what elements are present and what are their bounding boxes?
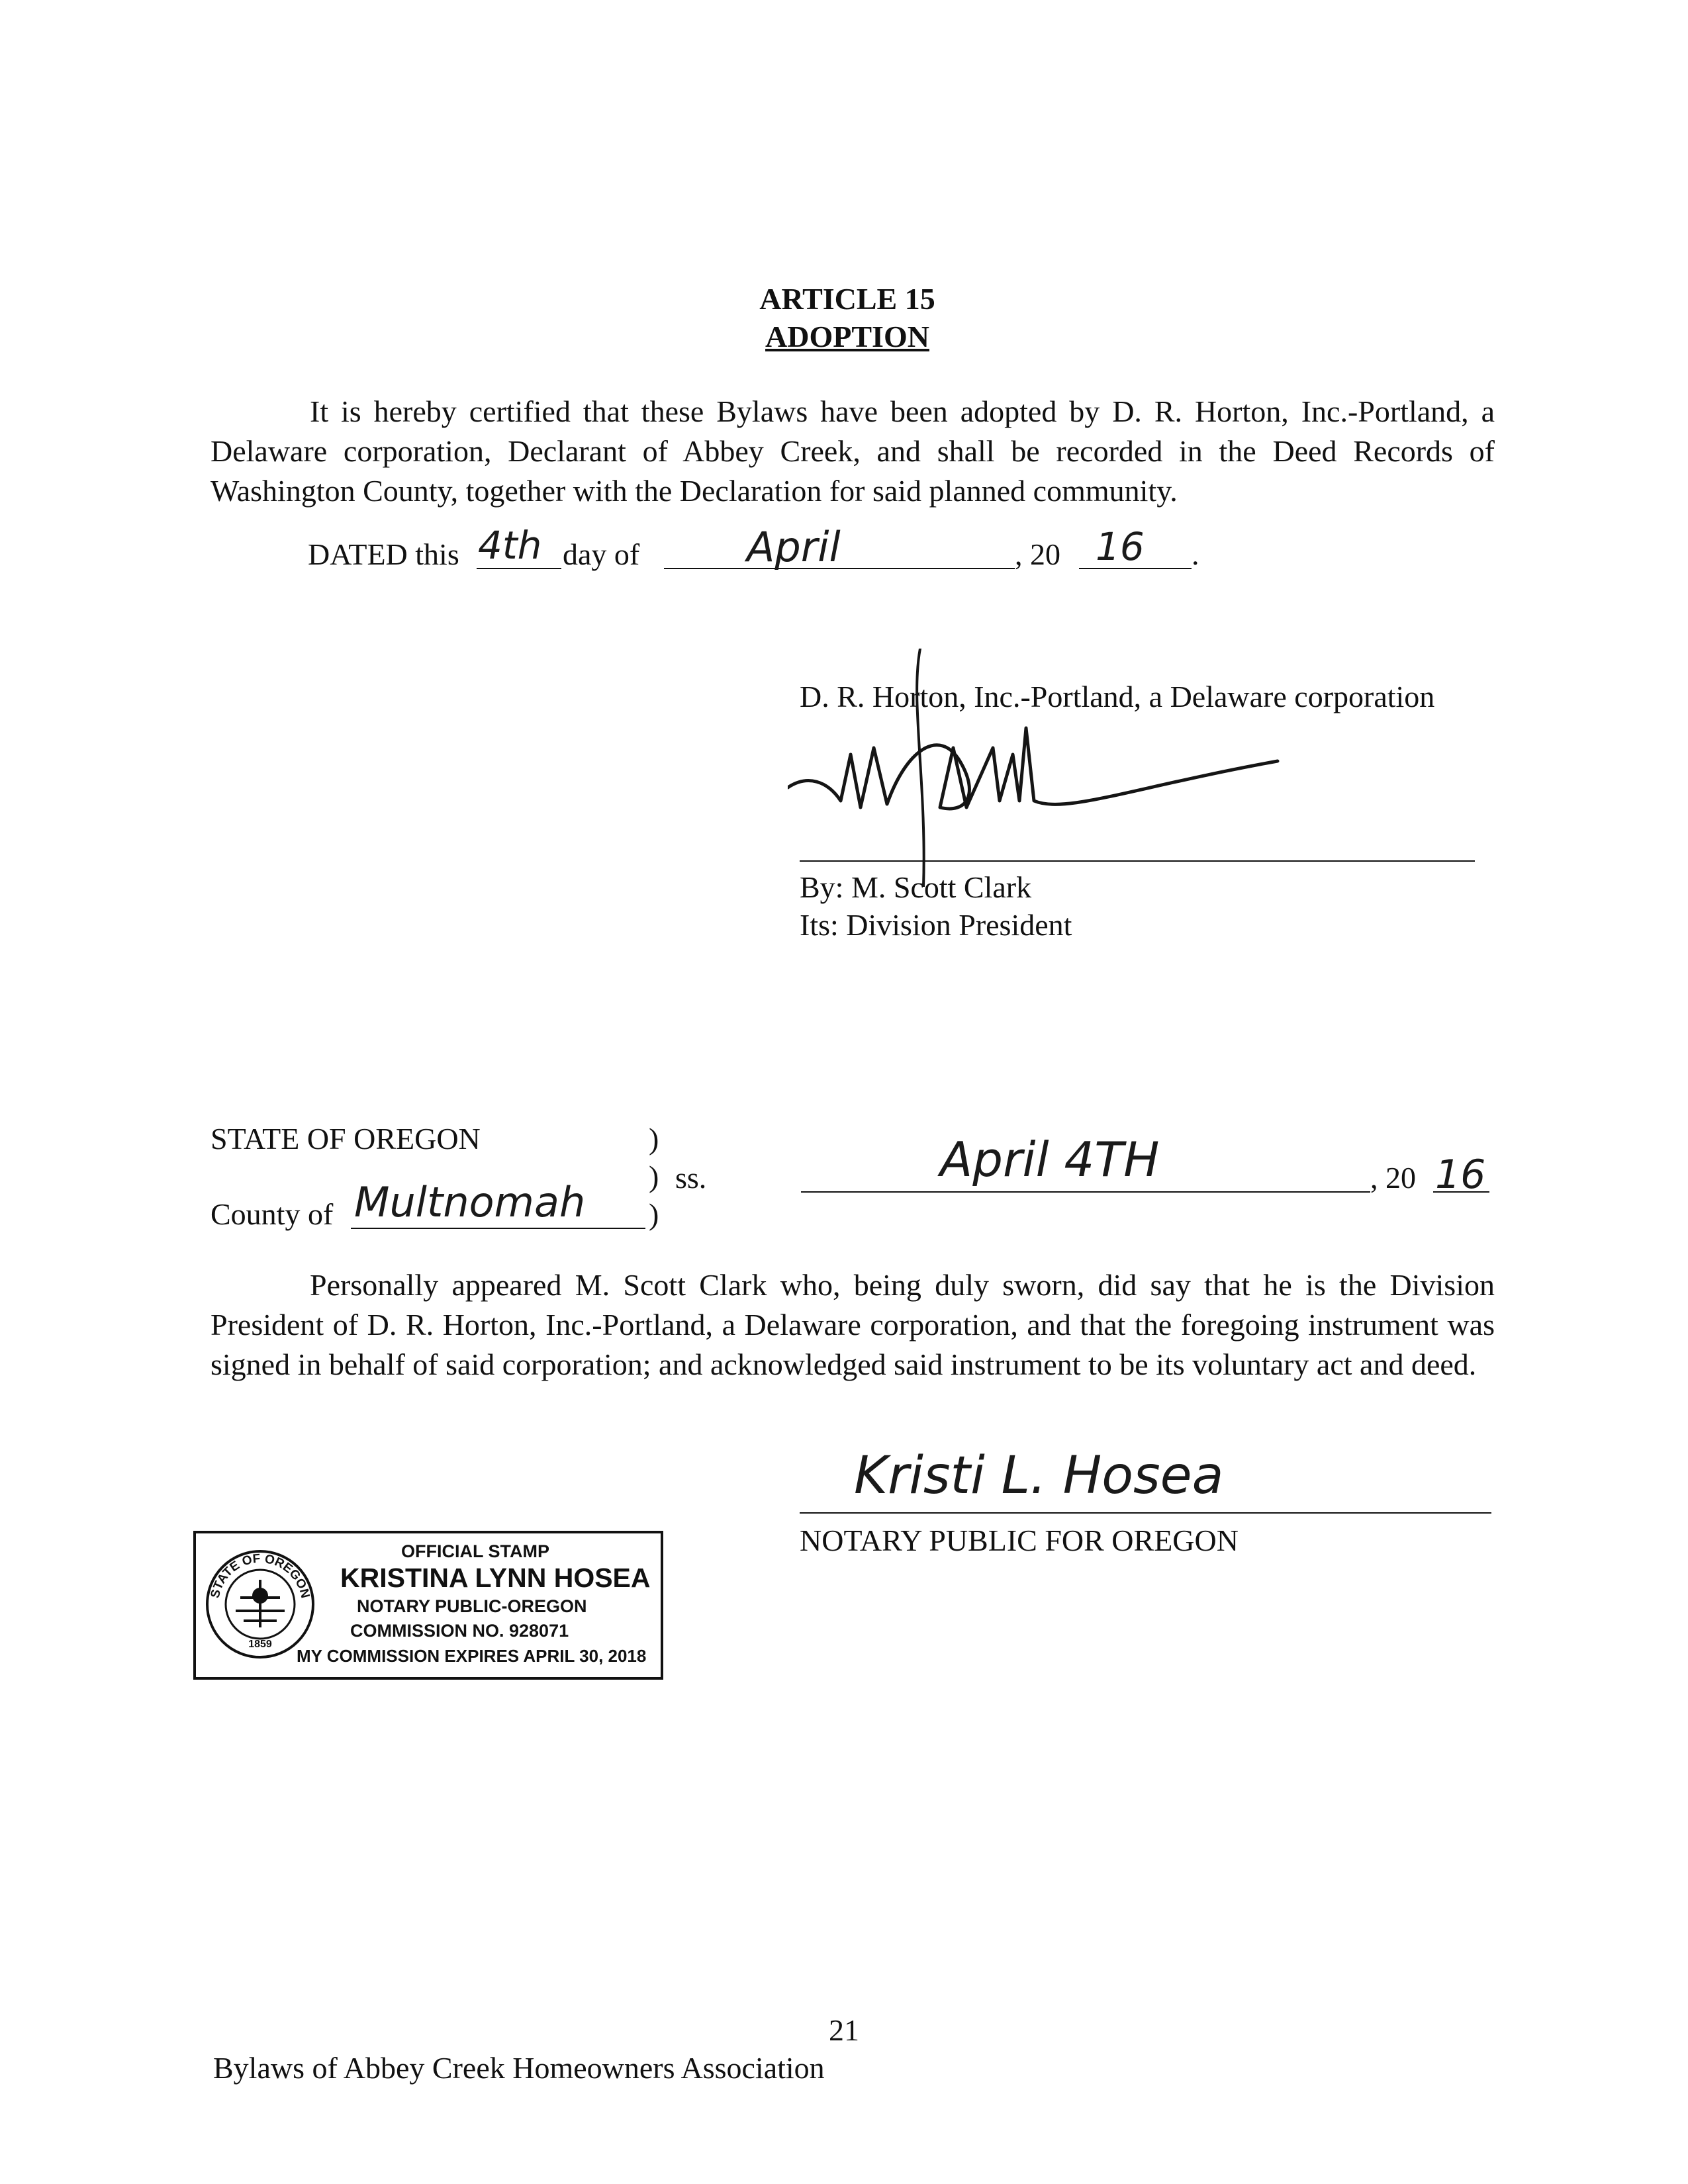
official-stamp [193,1531,663,1680]
ack-date-handwritten: April 4TH [940,1132,1160,1187]
signatory-its: Its: Division President [800,908,1072,942]
ack-date-line [801,1191,1370,1193]
day-blank-line [477,568,561,569]
ack-year-prefix: , 20 [1370,1161,1416,1195]
stamp-line3: MY COMMISSION EXPIRES APRIL 30, 2018 [297,1646,647,1666]
ack-paren-2: ) [649,1160,659,1193]
svg-text:STATE OF OREGON: STATE OF OREGON [208,1551,312,1600]
page-number: 21 [829,2013,859,2047]
article-title: ADOPTION [765,320,929,353]
stamp-header: OFFICIAL STAMP [401,1541,549,1561]
article-number: ARTICLE 15 [759,282,935,316]
signatory-by: By: M. Scott Clark [800,870,1032,904]
signatory-company: D. R. Horton, Inc.-Portland, a Delaware corporation [800,680,1435,713]
ack-county-prefix: County of [211,1197,334,1231]
ack-paren-3: ) [649,1197,659,1231]
dated-day-handwritten: 4th [478,523,542,568]
stamp-name: KRISTINA LYNN HOSEA [340,1563,651,1593]
footer-document-title: Bylaws of Abbey Creek Homeowners Association [213,2051,825,2085]
ack-ss: ss. [675,1161,707,1195]
state-seal-icon [204,1548,316,1661]
notary-signature-handwritten: Kristi L. Hosea [854,1446,1224,1506]
dated-year-handwritten: 16 [1096,524,1145,569]
dated-year-prefix: , 20 [1015,537,1060,571]
notary-signature-line [800,1512,1491,1514]
dated-month-handwritten: April [747,523,841,571]
ack-year-handwritten: 16 [1435,1152,1486,1198]
svg-text:1859: 1859 [248,1639,272,1650]
dated-end: . [1192,537,1199,571]
ack-county-handwritten: Multnomah [354,1178,586,1226]
signatory-signature-line [800,860,1475,862]
notary-title: NOTARY PUBLIC FOR OREGON [800,1524,1239,1557]
acknowledgment-paragraph: Personally appeared M. Scott Clark who, being duly sworn, did say that he is the Division President of D. R. Horton, Inc.-Portland, a Delaware corporation, and that the foregoing instrument was signed in behalf of said corporation; and acknowledged said instrument to be its voluntary act and deed. [211,1268,1495,1381]
county-blank-line [351,1228,645,1229]
stamp-line1: NOTARY PUBLIC-OREGON [357,1596,587,1616]
ack-paren-1: ) [649,1122,659,1156]
ack-state: STATE OF OREGON [211,1122,481,1156]
dated-middle: day of [563,537,640,571]
dated-prefix: DATED this [308,537,459,571]
signature-scribble [788,649,1291,887]
certification-paragraph: It is hereby certified that these Bylaws have been adopted by D. R. Horton, Inc.-Portland, a Delaware corporation, Declarant of Abbey Creek, and shall be recorded in the Deed Records of Washington County, together with the Declaration for said planned community. [211,394,1495,508]
stamp-line2: COMMISSION NO. 928071 [350,1621,569,1641]
